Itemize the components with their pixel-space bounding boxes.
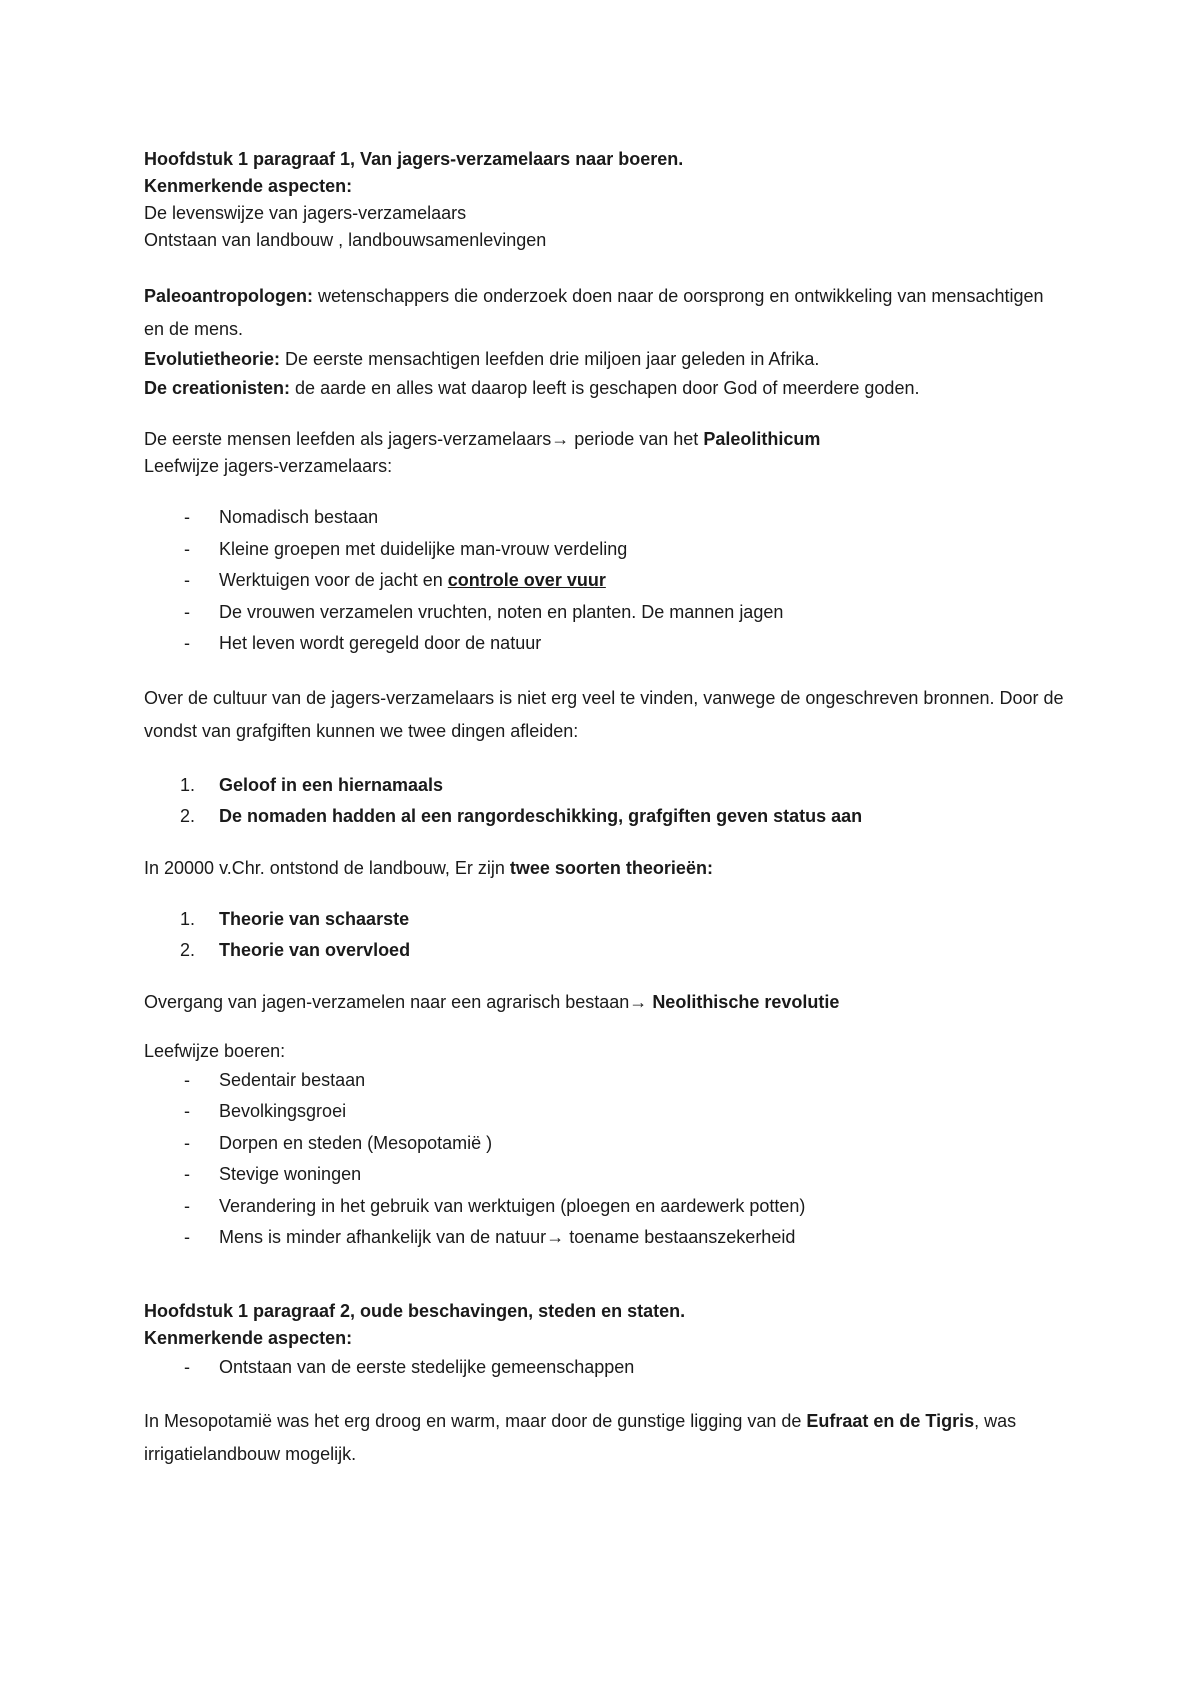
section2-aspects-list: [144, 1352, 1064, 1384]
list-item: - Verandering in het gebruik van werktuigen (ploegen en aardewerk potten): [184, 1195, 806, 1216]
list-item: 2. Theorie van overvloed: [180, 940, 411, 960]
arrow-icon: →: [551, 429, 570, 449]
culture-paragraph: Over de cultuur van de jagers-verzamelaars is niet erg veel te vinden, vanwege de ongeschreven bronnen. Door de vondst van grafgiften kunnen we twee dingen afleiden:: [144, 687, 1064, 741]
aspects-label: Kenmerkende aspecten:: [144, 1327, 353, 1348]
list-item: - Stevige woningen: [184, 1164, 362, 1184]
theories-list: [144, 904, 1064, 967]
farmers-list: [144, 1065, 1064, 1254]
list-item: 1. Theorie van schaarste: [180, 908, 410, 929]
definition-evolutietheorie: Evolutietheorie: De eerste mensachtigen leefden drie miljoen jaar geleden in Afrika.: [144, 349, 820, 369]
arrow-icon: →: [546, 1227, 565, 1247]
aspects-label: Kenmerkende aspecten:: [144, 176, 353, 196]
conclusions-list: [144, 770, 1064, 833]
list-item: 1. Geloof in een hiernamaals: [180, 774, 444, 795]
aspect-line: Ontstaan van landbouw , landbouwsamenlevingen: [144, 230, 547, 250]
section-heading: Hoofdstuk 1 paragraaf 1, Van jagers-verzamelaars naar boeren.: [144, 149, 684, 169]
list-item: - De vrouwen verzamelen vruchten, noten en planten. De mannen jagen: [184, 601, 784, 622]
definition-paleoantropologen: Paleoantropologen: wetenschappers die onderzoek doen naar de oorsprong en ontwikkeling van mensachtigen en de mens.: [144, 286, 1044, 339]
lifestyle-farmers-label: Leefwijze boeren:: [144, 1040, 286, 1061]
agriculture-line: In 20000 v.Chr. ontstond de landbouw, Er zijn twee soorten theorieën:: [144, 857, 713, 878]
list-item: - Kleine groepen met duidelijke man-vrouw verdeling: [184, 538, 628, 559]
list-item: 2. De nomaden hadden al een rangordeschikking, grafgiften geven status aan: [180, 806, 863, 826]
definition-creationisten: De creationisten: de aarde en alles wat daarop leeft is geschapen door God of meerdere goden.: [144, 378, 920, 398]
transition-line: Overgang van jagen-verzamelen naar een agrarisch bestaan→ Neolithische revolutie: [144, 991, 840, 1012]
mesopotamia-paragraph: In Mesopotamië was het erg droog en warm, maar door de gunstige ligging van de Eufraat en de Tigris, was irrigatielandbouw mogelijk.: [144, 1411, 1017, 1464]
fire-control-emphasis: controle over vuur: [447, 570, 606, 590]
list-item: - Sedentair bestaan: [184, 1069, 366, 1090]
document-content: [144, 146, 1064, 1471]
list-item: - Bevolkingsgroei: [184, 1101, 347, 1121]
list-item: - Werktuigen voor de jacht en controle over vuur: [184, 570, 606, 590]
paleolithicum-line: De eerste mensen leefden als jagers-verzamelaars→ periode van het Paleolithicum: [144, 429, 821, 449]
list-item: - Het leven wordt geregeld door de natuur: [184, 633, 542, 653]
lifestyle-hunters-label: Leefwijze jagers-verzamelaars:: [144, 456, 393, 476]
hunters-list: [144, 502, 1064, 660]
arrow-icon: →: [629, 991, 648, 1012]
list-item: - Ontstaan van de eerste stedelijke gemeenschappen: [184, 1356, 635, 1377]
list-item: - Mens is minder afhankelijk van de natuur→ toename bestaanszekerheid: [184, 1227, 796, 1247]
aspect-line: De levenswijze van jagers-verzamelaars: [144, 203, 467, 223]
section-heading: Hoofdstuk 1 paragraaf 2, oude beschavingen, steden en staten.: [144, 1300, 686, 1321]
list-item: - Nomadisch bestaan: [184, 507, 379, 527]
list-item: - Dorpen en steden (Mesopotamië ): [184, 1132, 493, 1153]
